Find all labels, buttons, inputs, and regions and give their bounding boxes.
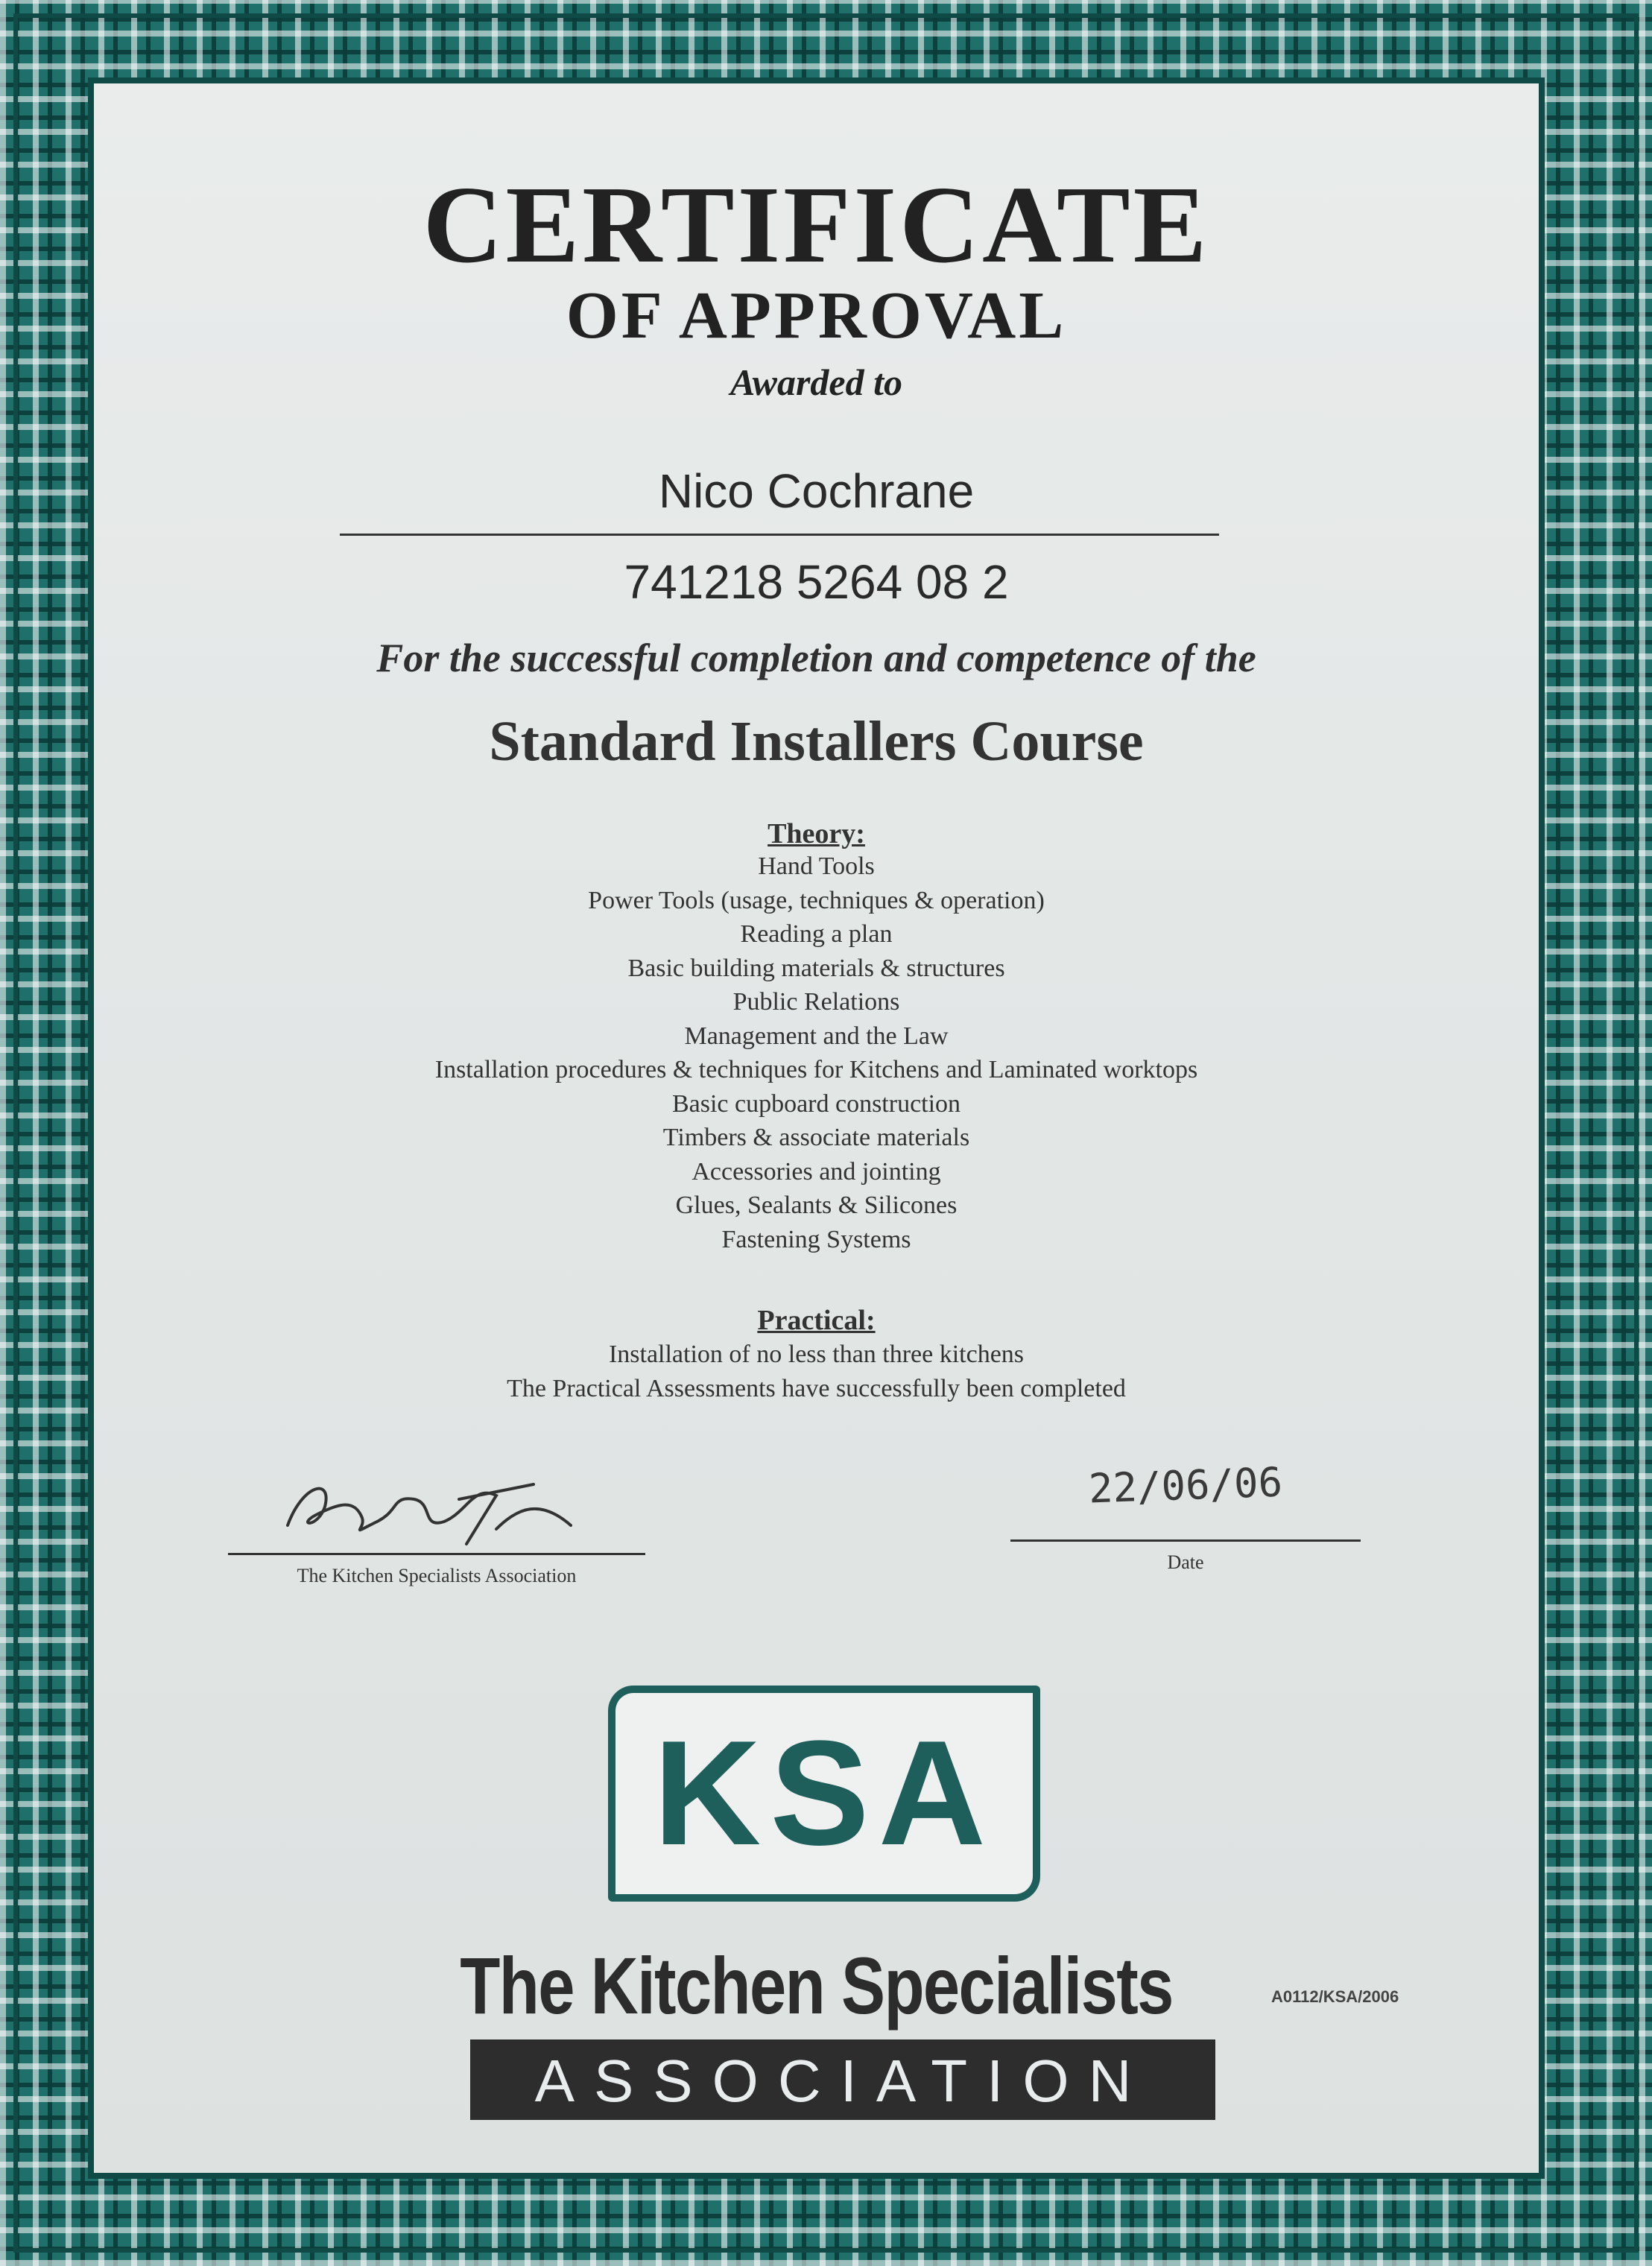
list-item: The Practical Assessments have successfully been completed bbox=[507, 1375, 1126, 1402]
course-name: Standard Installers Course bbox=[489, 710, 1144, 773]
completion-text: For the successful completion and competence of the bbox=[376, 636, 1256, 680]
id-number: 741218 5264 08 2 bbox=[624, 555, 1009, 609]
list-item: Power Tools (usage, techniques & operation) bbox=[588, 886, 1045, 914]
name-underline bbox=[340, 534, 1219, 536]
date-line bbox=[1010, 1539, 1361, 1542]
association-banner bbox=[470, 2039, 1215, 2120]
date-label: Date bbox=[1167, 1551, 1204, 1573]
list-item: Management and the Law bbox=[684, 1022, 949, 1050]
list-item: Basic building materials & structures bbox=[627, 954, 1005, 982]
list-item: Installation of no less than three kitchens bbox=[608, 1341, 1025, 1368]
list-item: Hand Tools bbox=[758, 852, 875, 880]
date-block bbox=[1010, 1447, 1361, 1596]
practical-list bbox=[94, 1338, 1539, 1406]
recipient-name: Nico Cochrane bbox=[658, 464, 975, 518]
ksa-logo bbox=[608, 1686, 1040, 1902]
signature-block bbox=[228, 1455, 645, 1604]
signature-label: The Kitchen Specialists Association bbox=[297, 1565, 577, 1586]
list-item: Fastening Systems bbox=[721, 1225, 911, 1253]
theory-heading: Theory: bbox=[768, 818, 865, 849]
list-item: Accessories and jointing bbox=[692, 1157, 941, 1186]
list-item: Reading a plan bbox=[740, 920, 893, 948]
list-item: Timbers & associate materials bbox=[662, 1124, 970, 1151]
list-item: Public Relations bbox=[732, 988, 900, 1016]
theory-list bbox=[94, 849, 1539, 1256]
certificate-title: CERTIFICATE bbox=[423, 164, 1210, 286]
list-item: Basic cupboard construction bbox=[671, 1089, 961, 1118]
organisation-name: The Kitchen Specialists bbox=[460, 1940, 1173, 2031]
signature-line bbox=[228, 1553, 645, 1555]
certificate-subtitle: OF APPROVAL bbox=[566, 279, 1067, 352]
practical-heading: Practical: bbox=[757, 1305, 876, 1336]
logo-acronym: KSA bbox=[653, 1710, 996, 1876]
list-item: Glues, Sealants & Silicones bbox=[675, 1191, 958, 1219]
list-item: Installation procedures & techniques for Kitchens and Laminated worktops bbox=[434, 1056, 1198, 1083]
awarded-to-label: Awarded to bbox=[730, 361, 903, 403]
reference-code: A0112/KSA/2006 bbox=[1271, 1987, 1399, 2006]
association-text: ASSOCIATION bbox=[534, 2048, 1151, 2114]
signature-image bbox=[273, 1455, 586, 1551]
certificate-paper bbox=[88, 77, 1545, 2179]
date-value: 22/06/06 bbox=[1087, 1458, 1284, 1513]
